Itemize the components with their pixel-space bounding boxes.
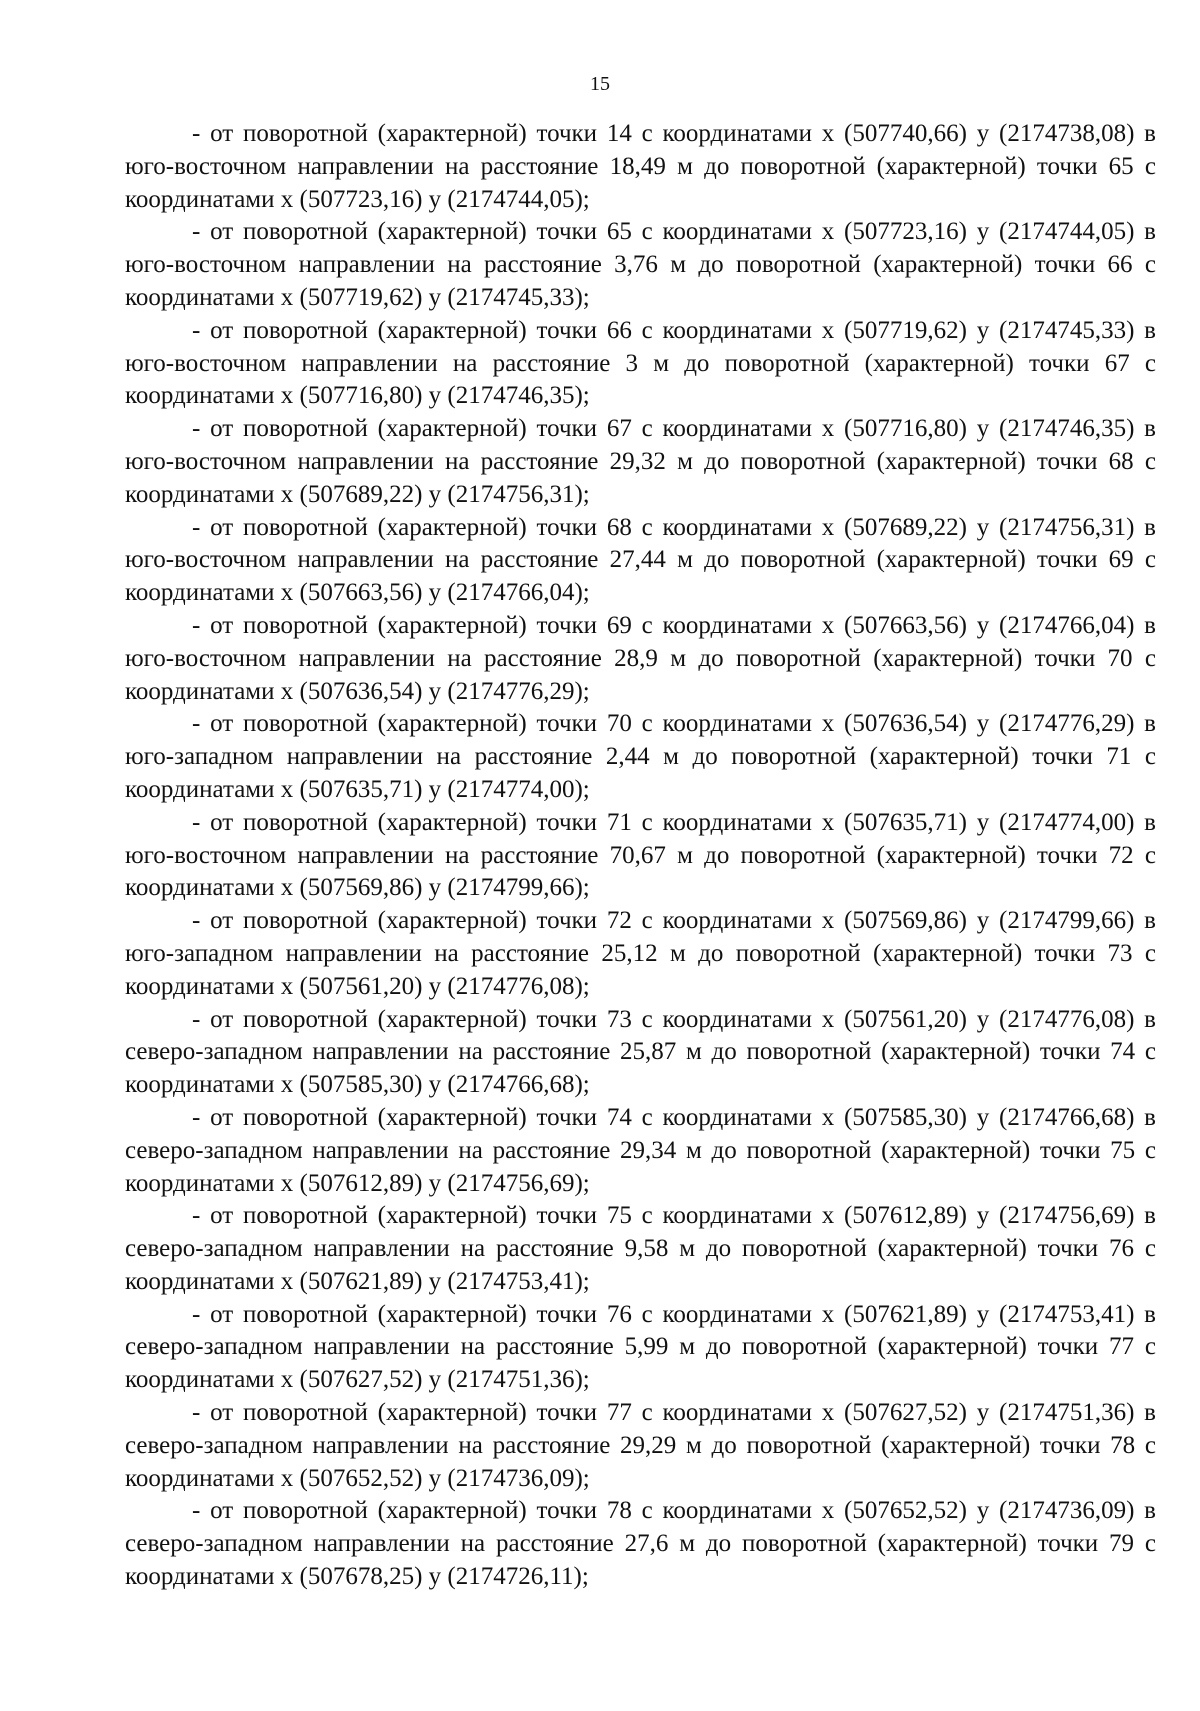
paragraph: - от поворотной (характерной) точки 76 с координатами х (507621,89) у (2174753,41) в северо-западном направлении на расстояние 5,99 м до поворотной (характерной) точки 77 с координатами х (507627,52) у (2174751,36); [125, 1300, 1156, 1394]
paragraph: - от поворотной (характерной) точки 77 с координатами х (507627,52) у (2174751,36) в северо-западном направлении на расстояние 29,29 м до поворотной (характерной) точки 78 с координатами х (507652,52) у (2174736,09); [125, 1399, 1156, 1492]
paragraph: - от поворотной (характерной) точки 68 с координатами х (507689,22) у (2174756,31) в юго-восточном направлении на расстояние 27,44 м до поворотной (характерной) точки 69 с координатами х (507663,56) у (2174766,04); [125, 513, 1156, 607]
paragraph: - от поворотной (характерной) точки 65 с координатами х (507723,16) у (2174744,05) в юго-восточном направлении на расстояние 3,76 м до поворотной (характерной) точки 66 с координатами х (507719,62) у (2174745,33); [125, 218, 1156, 311]
paragraph: - от поворотной (характерной) точки 66 с координатами х (507719,62) у (2174745,33) в юго-восточном направлении на расстояние 3 м до поворотной (характерной) точки 67 с координатами х (507716,80) у (2174746,35); [125, 316, 1156, 410]
paragraph: - от поворотной (характерной) точки 71 с координатами х (507635,71) у (2174774,00) в юго-восточном направлении на расстояние 70,67 м до поворотной (характерной) точки 72 с координатами х (507569,86) у (2174799,66); [125, 808, 1156, 902]
paragraph: - от поворотной (характерной) точки 67 с координатами х (507716,80) у (2174746,35) в юго-восточном направлении на расстояние 29,32 м до поворотной (характерной) точки 68 с координатами х (507689,22) у (2174756,31); [125, 415, 1156, 508]
page-number: 15 [590, 73, 610, 95]
paragraph: - от поворотной (характерной) точки 74 с координатами х (507585,30) у (2174766,68) в северо-западном направлении на расстояние 29,34 м до поворотной (характерной) точки 75 с координатами х (507612,89) у (2174756,69); [125, 1103, 1156, 1197]
paragraph: - от поворотной (характерной) точки 69 с координатами х (507663,56) у (2174766,04) в юго-восточном направлении на расстояние 28,9 м до поворотной (характерной) точки 70 с координатами х (507636,54) у (2174776,29); [125, 611, 1156, 705]
paragraph: - от поворотной (характерной) точки 73 с координатами х (507561,20) у (2174776,08) в северо-западном направлении на расстояние 25,87 м до поворотной (характерной) точки 74 с координатами х (507585,30) у (2174766,68); [125, 1005, 1156, 1099]
paragraph: - от поворотной (характерной) точки 72 с координатами х (507569,86) у (2174799,66) в юго-западном направлении на расстояние 25,12 м до поворотной (характерной) точки 73 с координатами х (507561,20) у (2174776,08); [125, 907, 1156, 1000]
paragraph: - от поворотной (характерной) точки 75 с координатами х (507612,89) у (2174756,69) в северо-западном направлении на расстояние 9,58 м до поворотной (характерной) точки 76 с координатами х (507621,89) у (2174753,41); [125, 1202, 1156, 1295]
document-body [125, 118, 1156, 1594]
paragraph: - от поворотной (характерной) точки 70 с координатами х (507636,54) у (2174776,29) в юго-западном направлении на расстояние 2,44 м до поворотной (характерной) точки 71 с координатами х (507635,71) у (2174774,00); [125, 710, 1156, 803]
paragraph: - от поворотной (характерной) точки 78 с координатами х (507652,52) у (2174736,09) в северо-западном направлении на расстояние 27,6 м до поворотной (характерной) точки 79 с координатами х (507678,25) у (2174726,11); [125, 1497, 1156, 1591]
paragraph: - от поворотной (характерной) точки 14 с координатами х (507740,66) у (2174738,08) в юго-восточном направлении на расстояние 18,49 м до поворотной (характерной) точки 65 с координатами х (507723,16) у (2174744,05); [125, 120, 1156, 213]
